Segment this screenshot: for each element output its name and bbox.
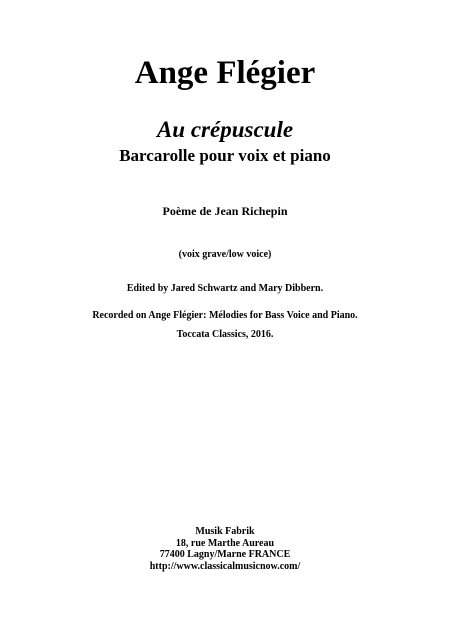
publisher-city: 77400 Lagny/Marne FRANCE <box>159 549 291 560</box>
record-label: Toccata Classics, 2016. <box>176 329 274 340</box>
publisher-name: Musik Fabrik <box>195 526 255 537</box>
work-subtitle: Barcarolle pour voix et piano <box>119 146 331 165</box>
composer-name: Ange Flégier <box>134 55 316 91</box>
publisher-street: 18, rue Marthe Aureau <box>175 537 275 549</box>
voice-type: (voix grave/low voice) <box>178 249 272 260</box>
recording-credit: Recorded on Ange Flégier: Mélodies for Bass Voice and Piano. <box>92 310 358 321</box>
publisher-url: http://www.classicalmusicnow.com/ <box>149 560 301 572</box>
publisher-block <box>0 526 450 572</box>
work-title: Au crépuscule <box>156 117 294 142</box>
poem-credit: Poème de Jean Richepin <box>162 204 288 218</box>
editor-credit: Edited by Jared Schwartz and Mary Dibbern. <box>126 283 324 294</box>
